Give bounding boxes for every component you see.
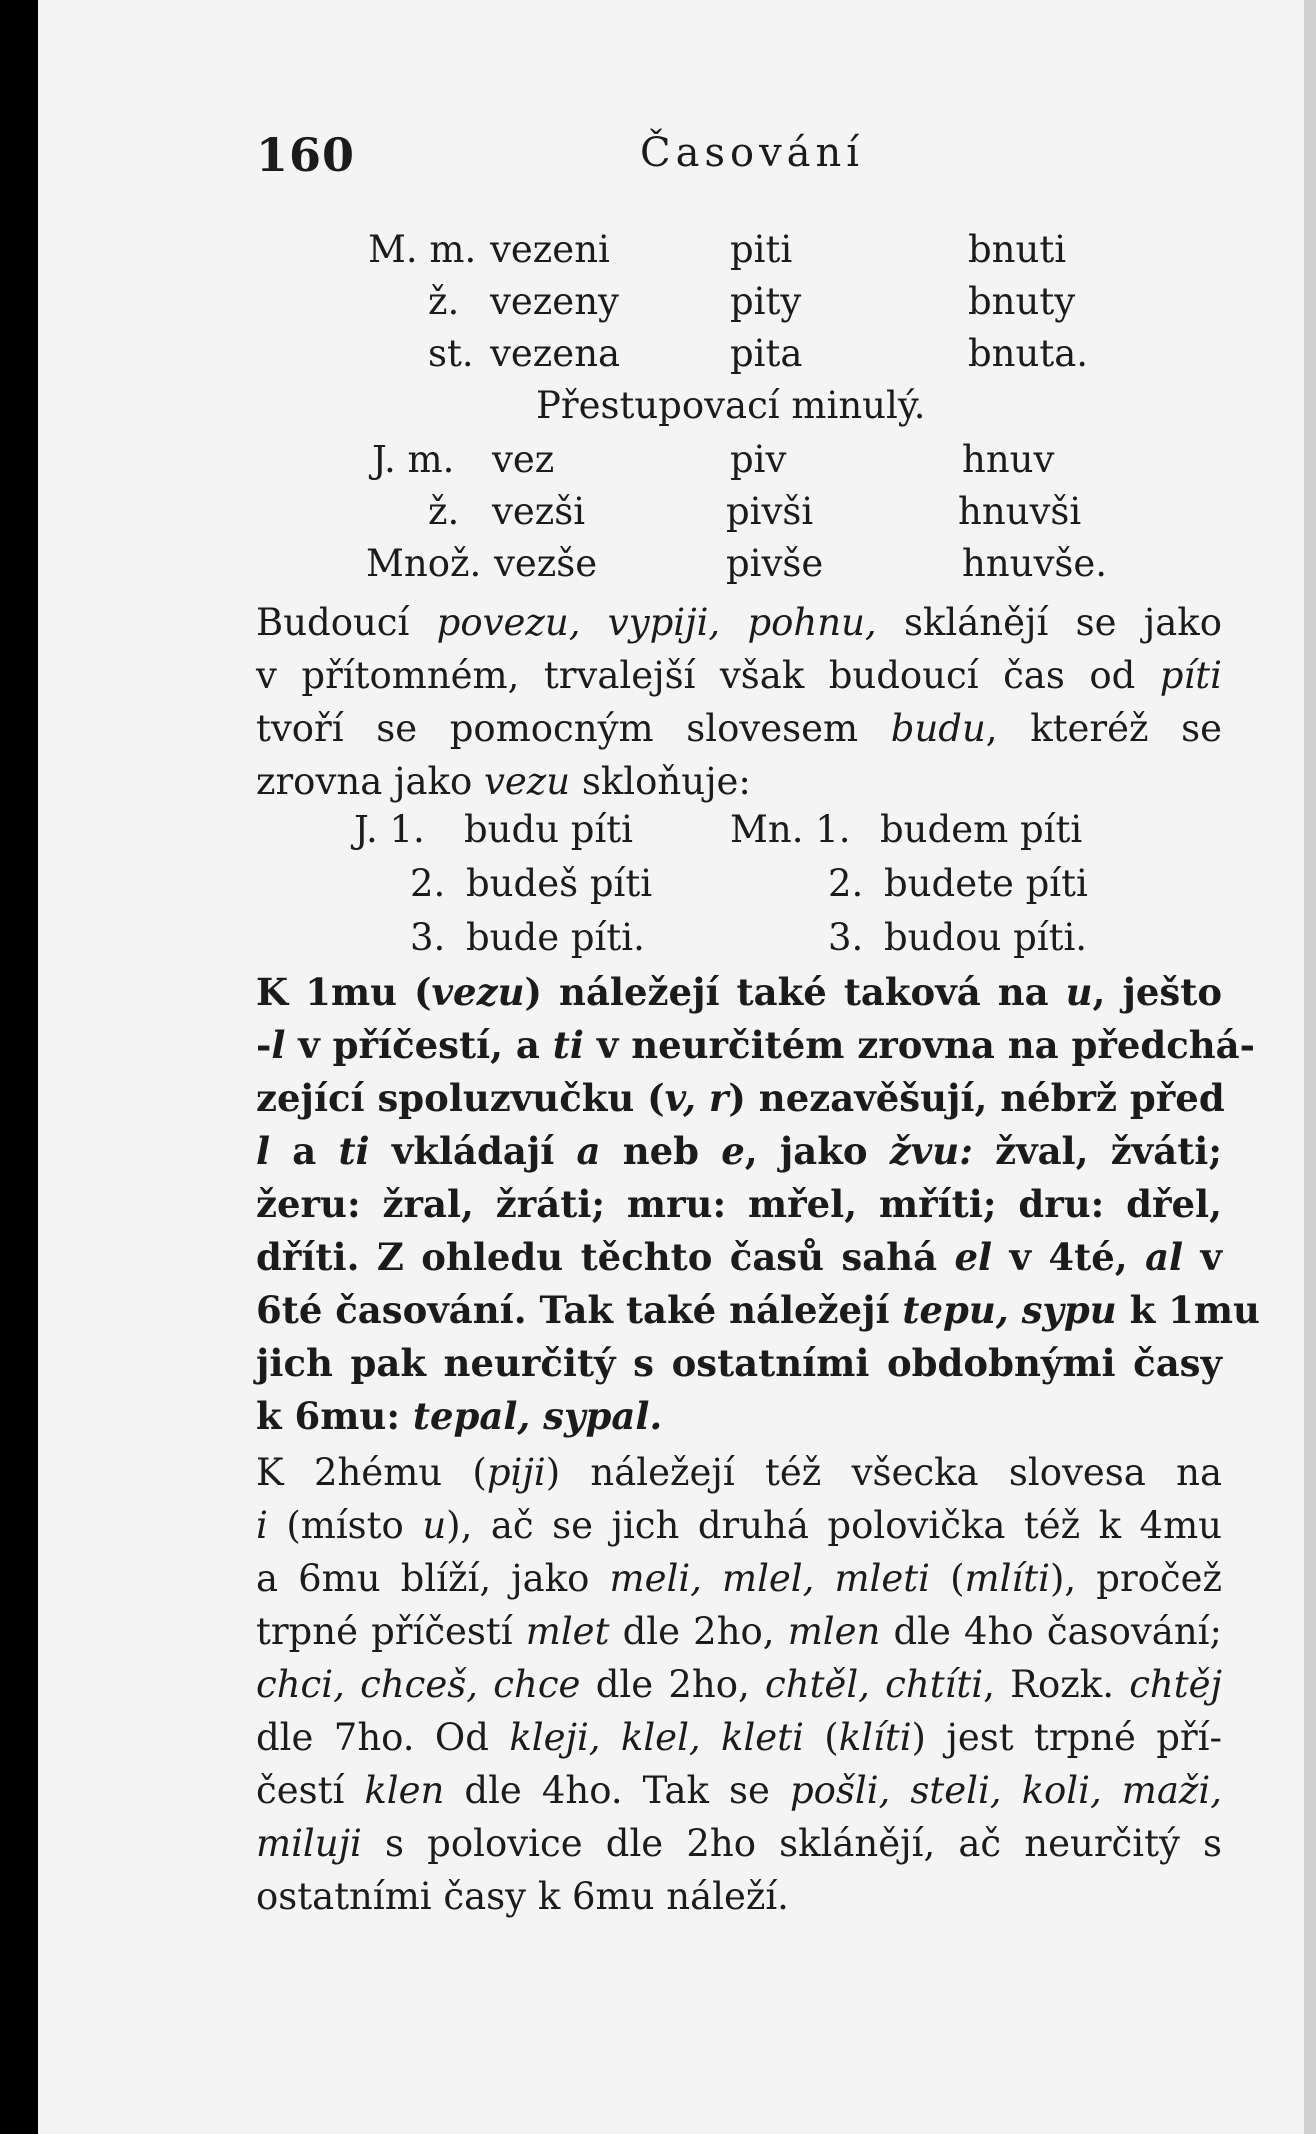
text-segment: K 1mu (: [256, 970, 432, 1014]
text-segment: (: [803, 1716, 839, 1759]
text-segment: skloňuje:: [570, 760, 751, 803]
cell: budeš píti: [466, 862, 653, 905]
text-segment: pošli, steli, koli, maži,: [789, 1769, 1222, 1812]
paragraph-2: [256, 966, 1260, 1443]
text-segment: vezu: [431, 970, 525, 1014]
text-segment: ) nezavěšují, nébrž před: [728, 1076, 1225, 1120]
text-segment: chtěj: [1129, 1663, 1222, 1706]
text-segment: dle 2ho,: [609, 1610, 788, 1653]
text-segment: ), ač se jich druhá polovička též k 4mu: [446, 1504, 1222, 1547]
cell: vezena: [490, 332, 621, 375]
text-segment: v, r: [664, 1076, 729, 1120]
text-line: [256, 1019, 1256, 1072]
text-segment: dle 2ho,: [580, 1663, 766, 1706]
text-segment: (místo: [267, 1504, 423, 1547]
text-line: [256, 1337, 1222, 1390]
cell: hnuvše.: [962, 542, 1108, 585]
cell: bude píti.: [466, 916, 645, 959]
text-segment: mlen: [787, 1610, 881, 1653]
cell: piti: [730, 228, 793, 271]
cell: budu píti: [464, 808, 634, 851]
text-segment: píti: [1159, 654, 1222, 697]
text-segment: a: [270, 1129, 339, 1173]
cell: pivši: [726, 490, 814, 533]
page-number: 160: [256, 128, 356, 182]
text-segment: ostatními časy k 6mu náleží.: [256, 1875, 789, 1918]
text-segment: žval, žváti;: [972, 1129, 1222, 1173]
text-line: [256, 1446, 1222, 1499]
text-segment: k 1mu: [1116, 1288, 1260, 1332]
text-line: [256, 755, 1222, 808]
text-segment: piji: [486, 1451, 546, 1494]
text-segment: , Rozk.: [983, 1663, 1130, 1706]
text-segment: ti: [338, 1129, 370, 1173]
text-segment: chci, chceš, chce: [256, 1663, 581, 1706]
text-segment: jich pak neurčitý s ostatními obdobnými časy: [256, 1341, 1222, 1385]
cell: vezši: [492, 490, 586, 533]
text-line: [256, 1072, 1225, 1125]
text-segment: dle 7ho. Od: [256, 1716, 510, 1759]
text-segment: ) náležejí také taková na: [524, 970, 1066, 1014]
text-line: [256, 702, 1222, 755]
text-segment: l: [256, 1129, 271, 1173]
text-line: [256, 1817, 1222, 1870]
row-label: Mn. 1.: [730, 808, 851, 851]
text-line: [256, 1231, 1222, 1284]
row-label: M. m.: [368, 228, 477, 271]
text-line: [256, 1764, 1222, 1817]
row-label: 3.: [828, 916, 864, 959]
text-segment: K 2hému (: [256, 1451, 487, 1494]
text-segment: miluji: [256, 1822, 362, 1865]
text-line: [256, 1870, 1222, 1923]
row-label: 2.: [410, 862, 446, 905]
row-label: J. m.: [372, 438, 455, 481]
text-line: [256, 1178, 1222, 1231]
text-segment: v 4té,: [992, 1235, 1146, 1279]
text-line: [256, 649, 1222, 702]
text-segment: čestí: [256, 1769, 365, 1812]
row-label: 2.: [828, 862, 864, 905]
paragraph-3: [256, 1446, 1222, 1923]
text-segment: (: [930, 1557, 965, 1600]
text-segment: zející spoluzvučku (: [256, 1076, 665, 1120]
text-segment: tepu, sypu: [902, 1288, 1117, 1332]
text-segment: tvoří se pomocným slovesem: [256, 707, 891, 750]
row-label: ž.: [428, 490, 460, 533]
text-segment: , jako: [744, 1129, 890, 1173]
text-segment: sklánějí se jako: [876, 601, 1222, 644]
text-segment: al: [1145, 1235, 1184, 1279]
text-segment: v neurčitém zrovna na předchá-: [583, 1023, 1256, 1067]
text-segment: ), pročež: [1049, 1557, 1223, 1600]
text-segment: dříti. Z ohledu těchto časů sahá: [256, 1235, 955, 1279]
text-segment: u: [422, 1504, 447, 1547]
text-line: [256, 1390, 1222, 1443]
cell: vezše: [494, 542, 598, 585]
row-label: Množ.: [366, 542, 482, 585]
text-segment: l: [271, 1023, 286, 1067]
text-segment: dle 4ho časování;: [880, 1610, 1222, 1653]
row-label: 3.: [410, 916, 446, 959]
row-label: ž.: [428, 280, 460, 323]
text-line: [256, 1499, 1222, 1552]
text-segment: mlet: [525, 1610, 610, 1653]
text-segment: e: [721, 1129, 745, 1173]
text-segment: dle 4ho. Tak se: [444, 1769, 790, 1812]
cell: budou píti.: [884, 916, 1088, 959]
text-segment: mlíti: [964, 1557, 1050, 1600]
text-segment: budu: [890, 707, 986, 750]
cell: bnuta.: [968, 332, 1089, 375]
section-subtitle: Přestupovací minulý.: [536, 384, 926, 427]
cell: vezeni: [490, 228, 610, 271]
text-segment: neb: [600, 1129, 722, 1173]
cell: budete píti: [884, 862, 1088, 905]
text-segment: vkládají: [369, 1129, 577, 1173]
text-segment: tepal, sypal.: [412, 1394, 663, 1438]
page-title: Časování: [640, 130, 865, 176]
text-segment: ) náležejí též všecka slovesa na: [545, 1451, 1223, 1494]
text-segment: , kteréž se: [985, 707, 1222, 750]
cell: hnuv: [962, 438, 1055, 481]
text-line: [256, 1552, 1222, 1605]
cell: pity: [730, 280, 802, 323]
cell: piv: [730, 438, 787, 481]
text-line: [256, 1605, 1222, 1658]
cell: pivše: [726, 542, 824, 585]
text-segment: -: [256, 1023, 272, 1067]
cell: pita: [730, 332, 803, 375]
text-line: [256, 1125, 1222, 1178]
cell: vezeny: [490, 280, 619, 323]
text-segment: ti: [552, 1023, 584, 1067]
row-label: J. 1.: [354, 808, 425, 851]
text-segment: kleji, klel, kleti: [509, 1716, 804, 1759]
text-segment: 6té časování. Tak také náležejí: [256, 1288, 903, 1332]
text-segment: vezu: [484, 760, 571, 803]
cell: budem píti: [880, 808, 1083, 851]
text-segment: povezu, vypiji, pohnu,: [436, 601, 877, 644]
cell: bnuty: [968, 280, 1076, 323]
text-segment: a 6mu blíží, jako: [256, 1557, 610, 1600]
text-segment: i: [256, 1504, 268, 1547]
text-segment: žeru: žral, žráti; mru: mřel, mříti; dru: dřel,: [256, 1182, 1222, 1226]
paragraph-1: [256, 596, 1222, 808]
cell: hnuvši: [958, 490, 1082, 533]
text-line: [256, 1711, 1222, 1764]
text-segment: žvu:: [889, 1129, 973, 1173]
text-segment: Budoucí: [256, 601, 437, 644]
text-segment: ) jest trpné pří-: [911, 1716, 1222, 1759]
text-line: [256, 596, 1222, 649]
text-segment: chtěl, chtíti: [765, 1663, 984, 1706]
text-segment: el: [954, 1235, 993, 1279]
cell: bnuti: [968, 228, 1067, 271]
text-line: [256, 1658, 1222, 1711]
cell: vez: [492, 438, 555, 481]
text-segment: meli, mlel, mleti: [609, 1557, 930, 1600]
text-segment: klíti: [838, 1716, 912, 1759]
text-segment: v příčestí, a: [285, 1023, 553, 1067]
text-segment: v: [1183, 1235, 1222, 1279]
text-segment: a: [576, 1129, 601, 1173]
text-line: [256, 1284, 1260, 1337]
text-segment: u: [1065, 970, 1093, 1014]
text-line: [256, 966, 1222, 1019]
text-segment: , ješto: [1092, 970, 1222, 1014]
row-label: st.: [428, 332, 474, 375]
text-segment: k 6mu:: [256, 1394, 413, 1438]
text-segment: v přítomném, trvalejší však budoucí čas od: [256, 654, 1160, 697]
text-segment: trpné příčestí: [256, 1610, 526, 1653]
page-edge: [1304, 0, 1316, 2134]
text-segment: s polovice dle 2ho sklánějí, ač neurčitý s: [361, 1822, 1222, 1865]
text-segment: klen: [364, 1769, 445, 1812]
text-segment: zrovna jako: [256, 760, 484, 803]
